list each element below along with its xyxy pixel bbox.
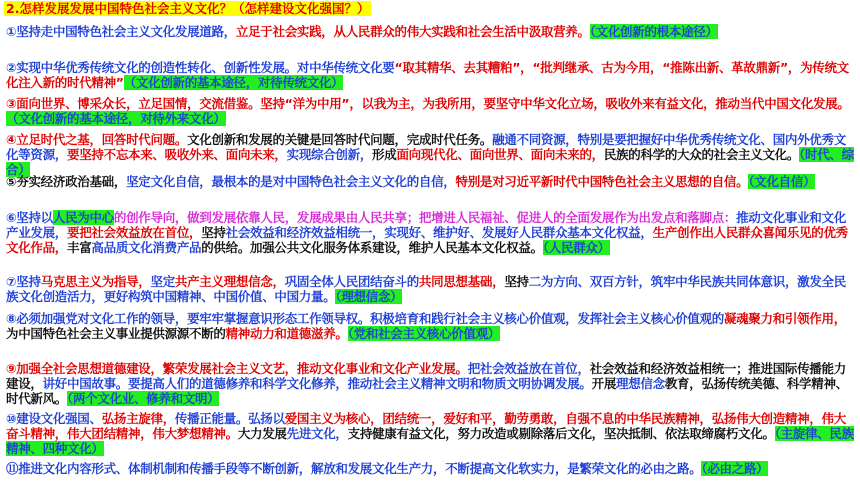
text-segment: 把社会效益放在首位， [467, 361, 590, 376]
paragraph-1 [6, 24, 858, 39]
text-segment: 弘扬主旋律， [101, 411, 175, 426]
text-segment: 的供给。加强公共文化服务体系建设，维护人民基本文化权益。 [201, 240, 543, 255]
text-segment: 共同思想基础， [418, 274, 505, 289]
text-segment: 立足于社会实践，从人民群众的伟大实践和社会生活中汲取营养。 [235, 24, 590, 39]
highlight-label: （两个文化业、修养和文明） [67, 391, 220, 406]
text-segment: ⑩建设文化强国、 [6, 411, 102, 426]
text-segment: 生产创作出人民群众喜闻乐见的优秀文化作品， [6, 225, 848, 255]
text-segment: 坚持 [201, 225, 226, 240]
text-segment: 融通不同资源，特别是要把握好中华优秀传统文化、国内外优秀文化等资源， [6, 132, 846, 162]
text-segment: 坚定文化自信，最根本的是对中国特色社会主义文化的自信， [126, 174, 456, 189]
highlight-label: （文化创新的基本途径，对待外来文化） [6, 111, 226, 126]
text-segment: ④立足时代之基，回答时代问题。 [6, 132, 188, 147]
text-segment: 为中国特色社会主义事业提供源源不断的 [6, 326, 226, 341]
text-segment: 文化创新和发展的关键是回答时代问题，完成时代任务。 [187, 132, 493, 147]
text-segment: “取其精华、去其糟粕”，“批判继承、古为今用，“推陈出新、革故鼎新”，为传统文化注入新的时代精神” [6, 60, 849, 90]
text-segment: 特别是对习近平新时代中国特色社会主义思想的自信。 [455, 174, 749, 189]
text-segment: 坚定 [150, 274, 175, 289]
text-segment: 凝魂聚力和引领作用， [723, 311, 846, 326]
text-segment: 精神动力和道德滋养。 [225, 326, 348, 341]
text-segment: ⑪推进文化内容形式、体制机制和传播手段等不断创新，解放和发展文化生产力，不断提高文化软实力，是繁荣文化的必由之路。 [6, 461, 702, 476]
highlight-label: 人民为中心 [52, 210, 114, 225]
text-segment: 马克思主义为指导， [40, 274, 151, 289]
text-segment: ①坚持走中国特色社会主义文化发展道路， [6, 24, 236, 39]
text-segment: ⑨加强全社会思想道德建设，繁荣发展社会主义文艺，推动文化事业和文化产业发展。 [6, 361, 468, 376]
text-segment: 推动文化事业和文化产业发展， [6, 210, 846, 240]
highlight-label: （必由之路） [701, 461, 769, 476]
highlight-label: （文化创新的根本途径） [589, 24, 718, 39]
paragraph-2 [6, 60, 858, 90]
text-segment: 共产主义理想信念， [174, 274, 285, 289]
text-segment: 的创作导向，做到发展依靠人民，发展成果由人民共享；把增进人民福祉、促进人的全面发展作为出发点和落脚点： [113, 210, 737, 225]
text-segment: 巩固全体人民团结奋斗的 [284, 274, 419, 289]
text-segment: 民族的科学的大众的社会主义文化。 [603, 147, 800, 162]
highlight-label: （党和社会主义核心价值观） [347, 326, 500, 341]
highlight-label: （理想信念） [335, 289, 403, 304]
text-segment: 先进文化， [286, 426, 348, 441]
text-segment: 高品质文化消费产品 [91, 240, 202, 255]
paragraph-6 [6, 210, 858, 255]
text-segment: 要把社会效益放在首位， [67, 225, 202, 240]
highlight-label: （主旋律、民族精神、四种文化） [6, 426, 854, 456]
highlight-label: （时代、综合） [6, 147, 854, 177]
text-segment: 坚持 [504, 274, 529, 289]
text-segment: 理想信念 [616, 376, 665, 391]
paragraph-5 [6, 174, 858, 189]
highlight-label: （文化自信） [748, 174, 816, 189]
page-title: 2.怎样发展发展中国特色社会主义文化？（怎样建设文化强国？） [6, 1, 370, 16]
paragraph-3 [6, 96, 858, 126]
paragraph-10 [6, 411, 858, 456]
text-segment: 开展 [591, 376, 617, 391]
text-segment: 爱国主义为核心， [284, 411, 383, 426]
highlight-label: （人民群众） [542, 240, 610, 255]
text-segment: 实现综合创新， [286, 147, 373, 162]
text-segment: 二为方向、双百方针， [528, 274, 651, 289]
text-segment: 实现好、维护好、发展好人民群众基本文化权益， [384, 225, 653, 240]
text-segment: 教育，弘扬传统美德、科学精神、时代新风。 [6, 376, 848, 406]
text-segment: ②实现中华优秀传统文化的创造性转化、创新性发展。对中华传统文化要 [6, 60, 395, 75]
paragraph-4 [6, 132, 858, 177]
paragraph-7 [6, 274, 858, 304]
text-segment: 丰富 [67, 240, 92, 255]
paragraph-9 [6, 361, 858, 406]
text-segment: 大力发展 [237, 426, 287, 441]
highlight-label: （文化创新的基本途径，对待传统文化） [123, 75, 344, 90]
text-segment: 社会效益和经济效益相统一；推进国际传播能力建设， [6, 361, 846, 391]
text-segment: 社会效益和经济效益相统一， [225, 225, 385, 240]
paragraph-8 [6, 311, 858, 341]
text-segment: ⑦坚持 [6, 274, 41, 289]
text-segment: ⑤夯实经济政治基础， [6, 174, 127, 189]
text-segment: 团结统一，爱好和平，勤劳勇敢，自强不息的中华民族精神，弘扬伟大创造精神，伟大奋斗精神，伟大团结精神，伟大梦想精神。 [6, 411, 846, 441]
text-segment: 筑牢中华民族共同体意识，激发全民族文化创造活力，更好构筑中国精神、中国价值、中国力量。 [6, 274, 846, 304]
text-segment: ⑧必须加强党对文化工作的领导， [6, 311, 188, 326]
text-segment: ⑥坚持以 [6, 210, 53, 225]
paragraph-11 [6, 461, 858, 476]
text-segment: 要牢牢掌握意识形态工作领导权。积极培育和践行社会主义核心价值观，发挥社会主义核心价值观的 [187, 311, 724, 326]
text-segment: 传播正能量。弘扬以 [174, 411, 285, 426]
text-segment: 支持健康有益文化，努力改造或剔除落后文化，坚决抵制、依法取缔腐朽文化。 [347, 426, 775, 441]
text-segment: 面向现代化、面向世界、面向未来的， [396, 147, 604, 162]
text-segment: 形成 [372, 147, 397, 162]
text-segment: 要坚持不忘本来、吸收外来、面向未来， [67, 147, 287, 162]
text-segment: 讲好中国故事。要提高人们的道德修养和科学文化修养，推动社会主义精神文明和物质文明协调发展。 [42, 376, 592, 391]
text-segment: ③面向世界、博采众长，立足国情，交流借鉴。坚持“洋为中用”，以我为主，为我所用，要坚守中华文化立场，吸收外来有益文化，推动当代中国文化发展。 [6, 96, 850, 111]
